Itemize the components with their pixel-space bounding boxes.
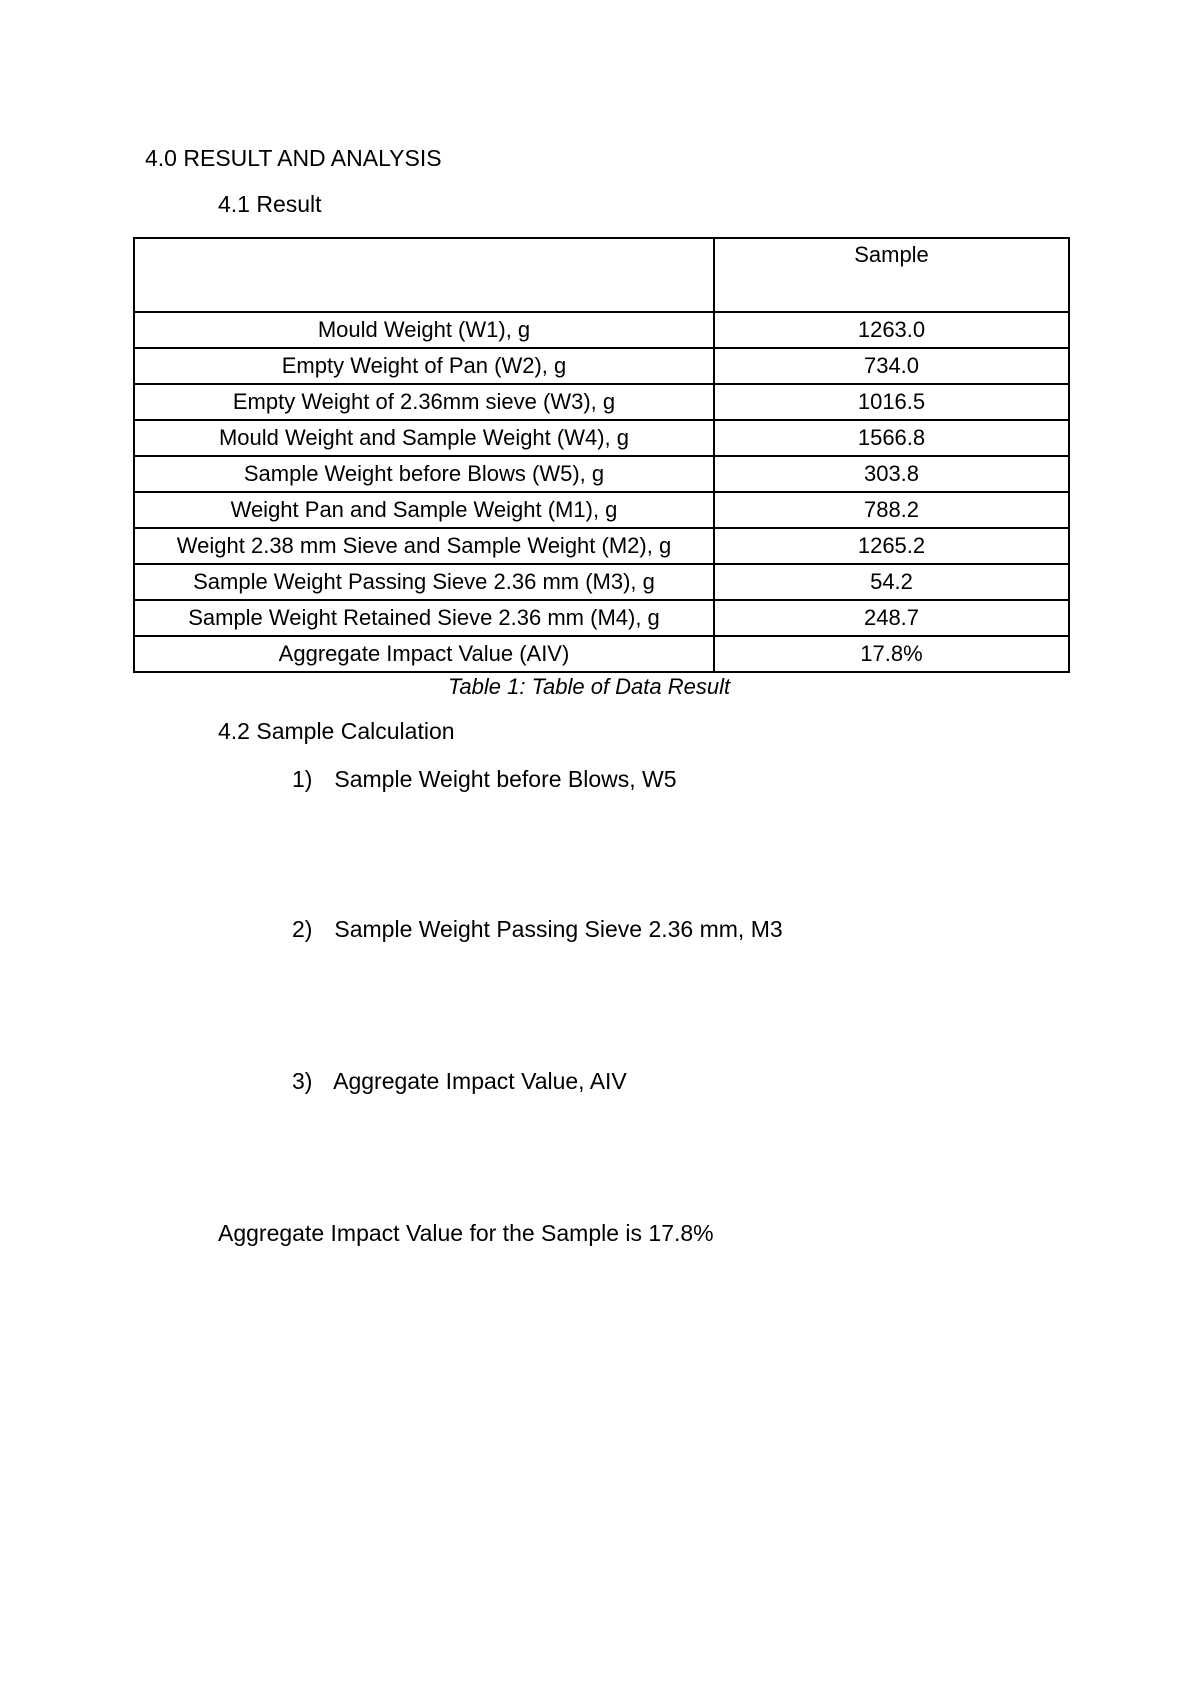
row-label: Mould Weight (W1), g bbox=[134, 312, 714, 348]
calculation-subheading: 4.2 Sample Calculation bbox=[218, 718, 455, 744]
table-header-row bbox=[134, 238, 1069, 312]
row-label: Empty Weight of Pan (W2), g bbox=[134, 348, 714, 384]
row-label: Mould Weight and Sample Weight (W4), g bbox=[134, 420, 714, 456]
section-heading: 4.0 RESULT AND ANALYSIS bbox=[145, 145, 442, 171]
table-row bbox=[134, 636, 1069, 672]
row-value: 1263.0 bbox=[714, 312, 1069, 348]
row-value: 1566.8 bbox=[714, 420, 1069, 456]
table-row bbox=[134, 312, 1069, 348]
calculation-text: Sample Weight Passing Sieve 2.36 mm, M3 bbox=[334, 916, 783, 942]
calculation-number: 3) bbox=[292, 1068, 313, 1094]
table-row bbox=[134, 456, 1069, 492]
table-row bbox=[134, 564, 1069, 600]
calculation-text: Sample Weight before Blows, W5 bbox=[334, 766, 677, 792]
calculation-number: 1) bbox=[292, 766, 313, 792]
result-subheading: 4.1 Result bbox=[218, 191, 322, 217]
calculation-number: 2) bbox=[292, 916, 313, 942]
calculation-item bbox=[292, 1068, 627, 1095]
row-label: Weight Pan and Sample Weight (M1), g bbox=[134, 492, 714, 528]
row-value: 303.8 bbox=[714, 456, 1069, 492]
table-row bbox=[134, 528, 1069, 564]
row-label: Sample Weight Retained Sieve 2.36 mm (M4), g bbox=[134, 600, 714, 636]
row-value: 54.2 bbox=[714, 564, 1069, 600]
table-row bbox=[134, 600, 1069, 636]
table-row bbox=[134, 384, 1069, 420]
row-label: Aggregate Impact Value (AIV) bbox=[134, 636, 714, 672]
row-label: Sample Weight Passing Sieve 2.36 mm (M3), g bbox=[134, 564, 714, 600]
calculation-text: Aggregate Impact Value, AIV bbox=[333, 1068, 627, 1094]
row-value: 734.0 bbox=[714, 348, 1069, 384]
row-label: Sample Weight before Blows (W5), g bbox=[134, 456, 714, 492]
row-value: 1265.2 bbox=[714, 528, 1069, 564]
row-label: Weight 2.38 mm Sieve and Sample Weight (M2), g bbox=[134, 528, 714, 564]
table-header-sample: Sample bbox=[714, 238, 1069, 312]
row-value: 1016.5 bbox=[714, 384, 1069, 420]
table-row bbox=[134, 348, 1069, 384]
row-value: 788.2 bbox=[714, 492, 1069, 528]
table-row bbox=[134, 492, 1069, 528]
table-caption: Table 1: Table of Data Result bbox=[448, 674, 731, 699]
table-row bbox=[134, 420, 1069, 456]
row-value: 17.8% bbox=[714, 636, 1069, 672]
calculation-item bbox=[292, 766, 677, 793]
row-label: Empty Weight of 2.36mm sieve (W3), g bbox=[134, 384, 714, 420]
row-value: 248.7 bbox=[714, 600, 1069, 636]
table-header-blank bbox=[134, 238, 714, 312]
conclusion-text: Aggregate Impact Value for the Sample is 17.8% bbox=[218, 1220, 714, 1246]
calculation-item bbox=[292, 916, 783, 943]
results-table bbox=[133, 237, 1070, 673]
